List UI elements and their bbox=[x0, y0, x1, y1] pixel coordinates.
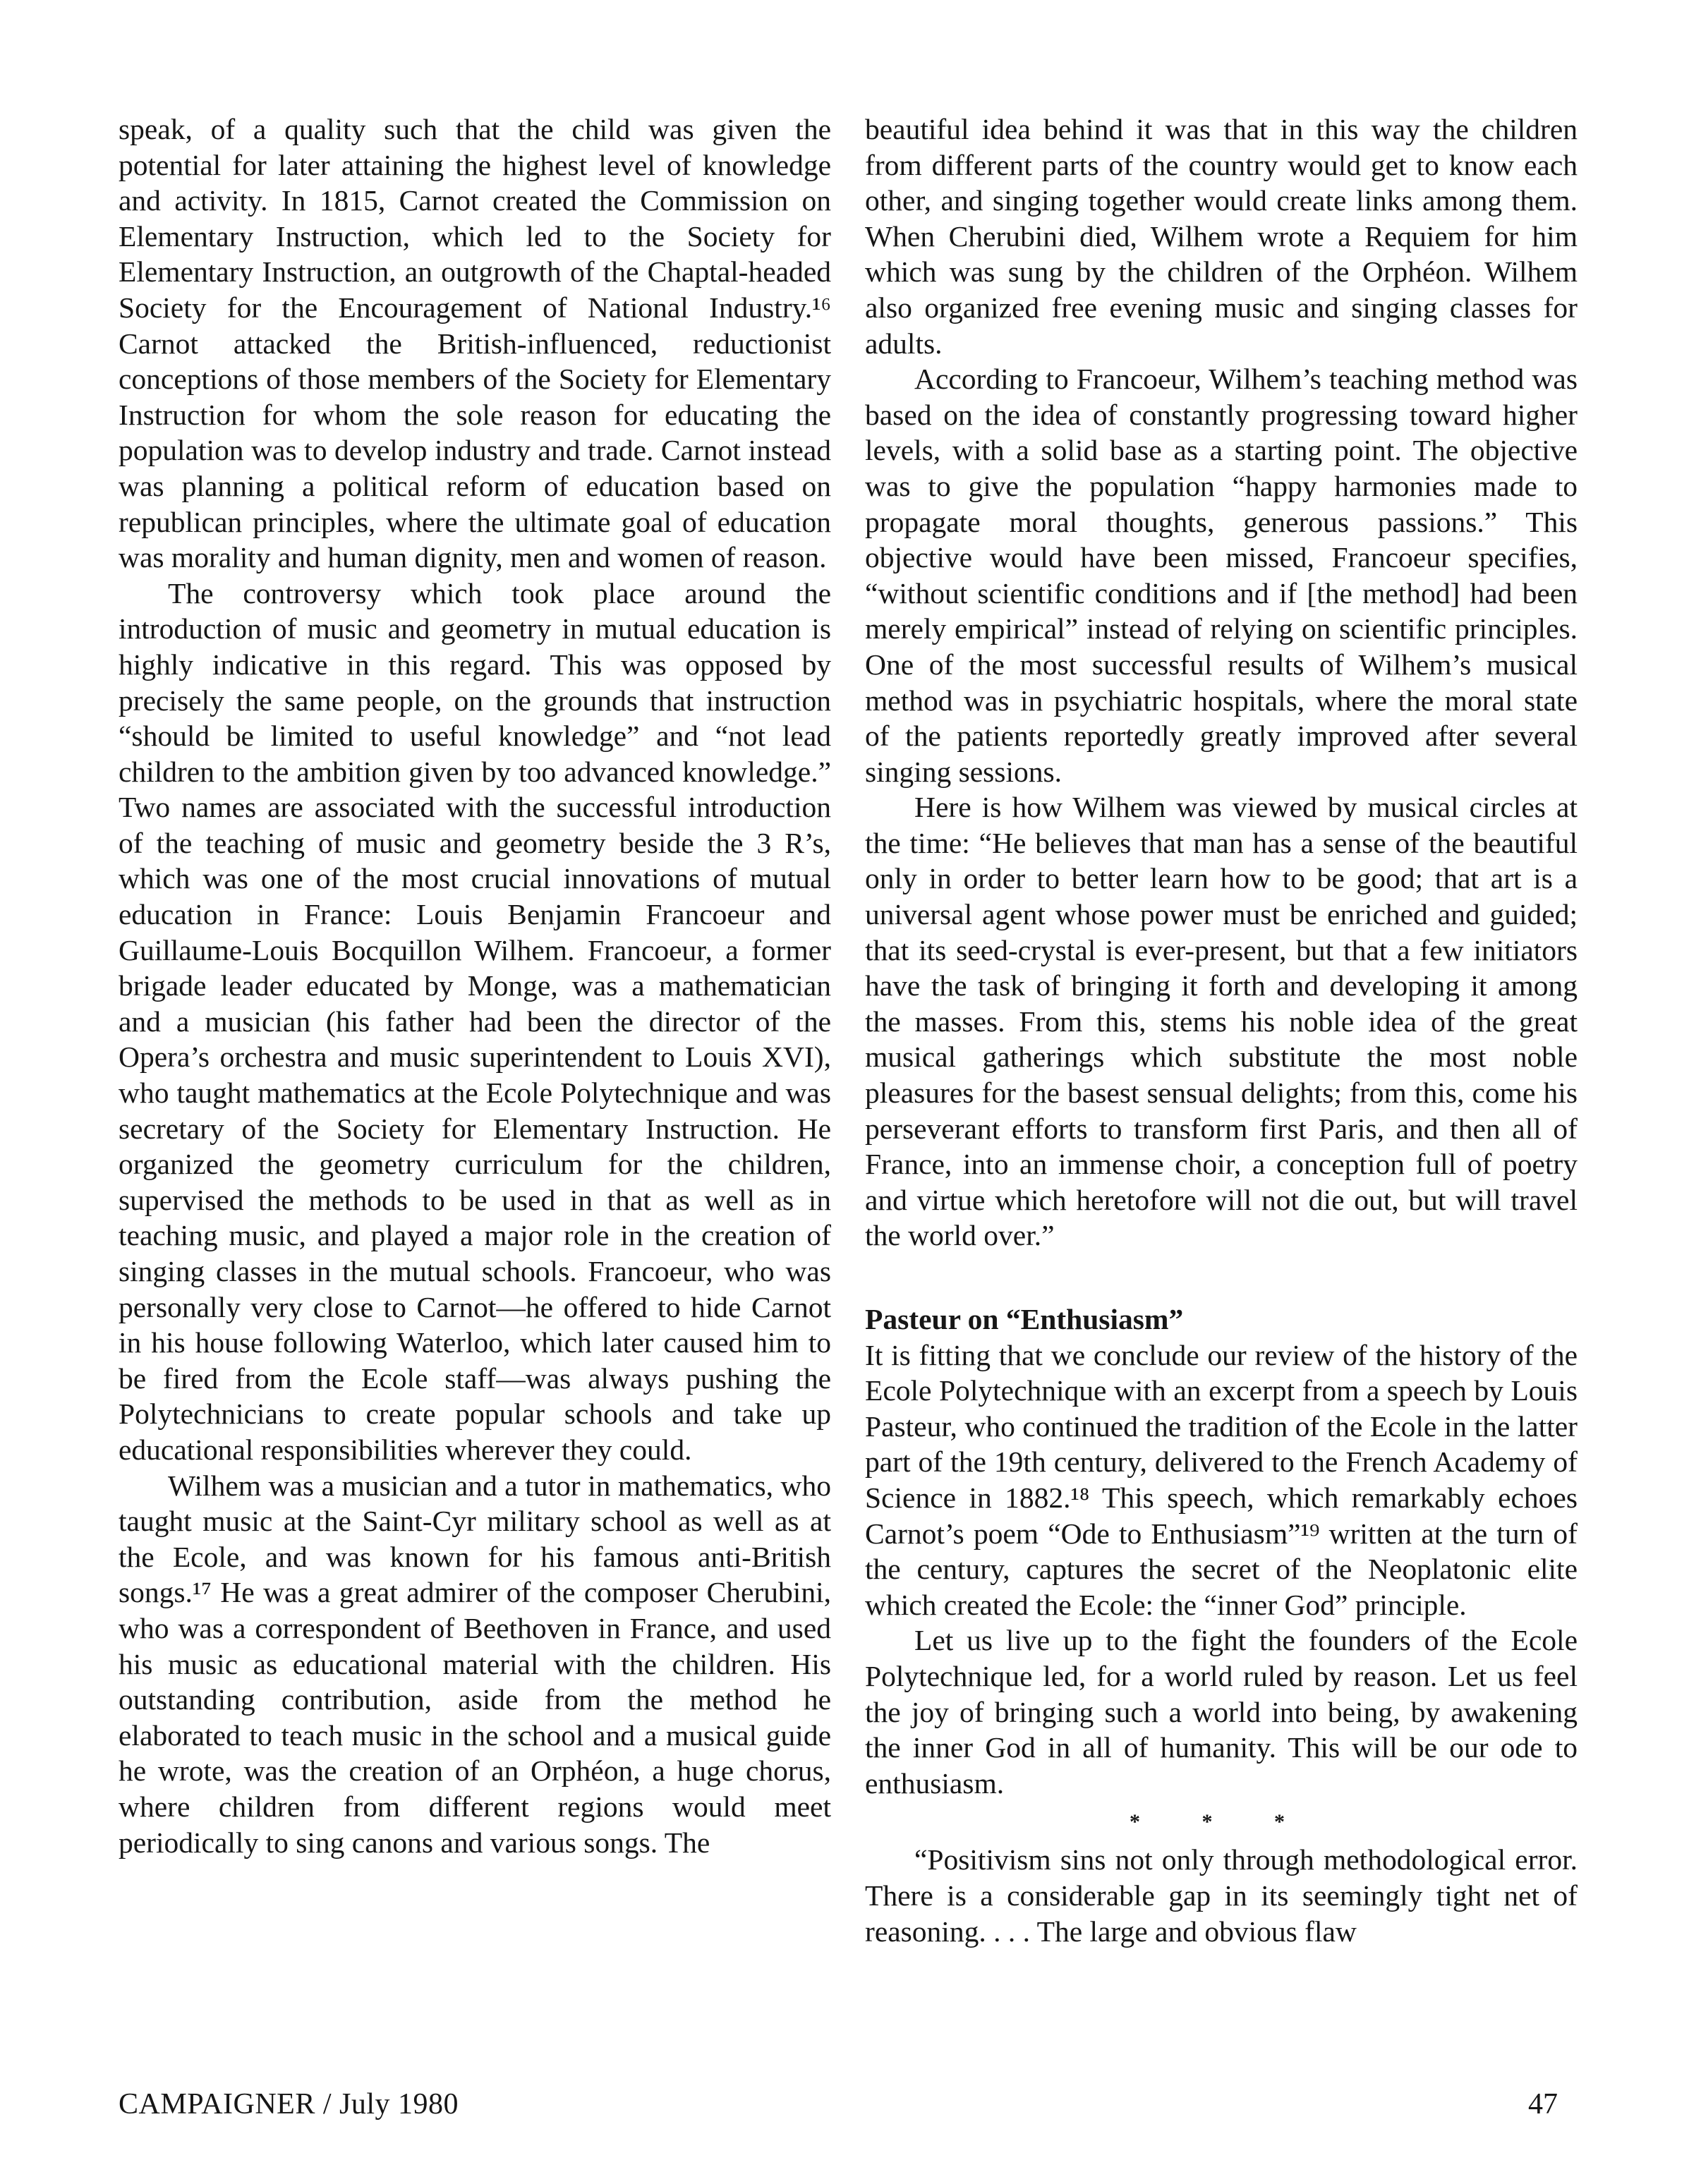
paragraph: Here is how Wilhem was viewed by musical circles at the time: “He believes that man has a sense of the beautiful only in order to better learn how to be good; that art is a universal agent whose power must be enriched and guided; that its seed-crystal is ever-present, but that a few initiators have the task of bringing it forth and developing it among the masses. From this, stems his noble idea of the great musical gatherings which substitute the most noble pleasures for the basest sensual delights; from this, come his perseverant efforts to transform first Paris, and then all of France, into an immense choir, a conception full of poetry and virtue which heretofore will not die out, but will travel the world over.” bbox=[865, 791, 1578, 1252]
paragraph: beautiful idea behind it was that in this way the children from different parts of the country would get to know each other, and singing together would create links among them. When Cherubini died, Wilhem wrote a Requiem for him which was sung by the children of the Orphéon. Wilhem also organized free evening music and singing classes for adults. bbox=[865, 113, 1578, 360]
paragraph: Wilhem was a musician and a tutor in mathematics, who taught music at the Saint-Cyr military school as well as at the Ecole, and was known for his famous anti-British songs.¹⁷ He was a great admirer of the composer Cherubini, who was a correspondent of Beethoven in France, and used his music as educational material with the children. His outstanding contribution, aside from the method he elaborated to teach music in the school and a musical guide he wrote, was the creation of an Orphéon, a huge chorus, where children from different regions would meet periodically to sing canons and various songs. The bbox=[119, 1469, 831, 1859]
paragraph: Let us live up to the fight the founders of the Ecole Polytechnique led, for a world ruled by reason. Let us feel the joy of bringing such a world into being, by awakening the inner God in all of humanity. This will be our ode to enthusiasm. bbox=[865, 1624, 1578, 1800]
left-column bbox=[119, 111, 831, 1860]
paragraph: speak, of a quality such that the child was given the potential for later attaining the highest level of knowledge and activity. In 1815, Carnot created the Commission on Elementary Instruction, which led to the Society for Elementary Instruction, an outgrowth of the Chaptal-headed Society for the Encouragement of National Industry.¹⁶ Carnot attacked the British-influenced, reductionist conceptions of those members of the Society for Elementary Instruction for whom the sole reason for educating the population was to develop industry and trade. Carnot instead was planning a political reform of education based on republican principles, where the ultimate goal of education was morality and human dignity, men and women of reason. bbox=[119, 113, 831, 574]
section-divider-asterisks: * * * bbox=[1130, 1810, 1313, 1834]
paragraph: “Positivism sins not only through methodological error. There is a considerable gap in its seemingly tight net of reasoning. . . . The large and obvious flaw bbox=[865, 1843, 1578, 1948]
right-column bbox=[865, 111, 1578, 1949]
page-number: 47 bbox=[1528, 2088, 1558, 2121]
publication-footer: CAMPAIGNER / July 1980 bbox=[119, 2088, 459, 2121]
paragraph: It is fitting that we conclude our review of the history of the Ecole Polytechnique with an excerpt from a speech by Louis Pasteur, who continued the tradition of the Ecole in the latter part of the 19th century, delivered to the French Academy of Science in 1882.¹⁸ This speech, which remarkably echoes Carnot’s poem “Ode to Enthusiasm”¹⁹ written at the turn of the century, captures the secret of the Neoplatonic elite which created the Ecole: the “inner God” principle. bbox=[865, 1338, 1578, 1621]
section-heading: Pasteur on “Enthusiasm” bbox=[865, 1303, 1184, 1335]
paragraph: According to Francoeur, Wilhem’s teaching method was based on the idea of constantly progressing toward higher levels, with a solid base as a starting point. The objective was to give the population “happy harmonies made to propagate moral thoughts, generous passions.” This objective would have been missed, Francoeur specifies, “without scientific conditions and if [the method] had been merely empirical” instead of relying on scientific principles. One of the most successful results of Wilhem’s musical method was in psychiatric hospitals, where the moral state of the patients reportedly greatly improved after several singing sessions. bbox=[865, 363, 1578, 788]
paragraph: The controversy which took place around the introduction of music and geometry in mutual education is highly indicative in this regard. This was opposed by precisely the same people, on the grounds that instruction “should be limited to useful knowledge” and “not lead children to the ambition given by too advanced knowledge.” Two names are associated with the successful introduction of the teaching of music and geometry beside the 3 R’s, which was one of the most crucial innovations of mutual education in France: Louis Benjamin Francoeur and Guillaume-Louis Bocquillon Wilhem. Francoeur, a former brigade leader educated by Monge, was a mathematician and a musician (his father had been the director of the Opera’s orchestra and music superintendent to Louis XVI), who taught mathematics at the Ecole Polytechnique and was secretary of the Society for Elementary Instruction. He organized the geometry curriculum for the children, supervised the methods to be used in that as well as in teaching music, and played a major role in the creation of singing classes in the mutual schools. Francoeur, who was personally very close to Carnot—he offered to hide Carnot in his house following Waterloo, which later caused him to be fired from the Ecole staff—was always pushing the Polytechnicians to create popular schools and take up educational responsibilities wherever they could. bbox=[119, 576, 831, 1466]
